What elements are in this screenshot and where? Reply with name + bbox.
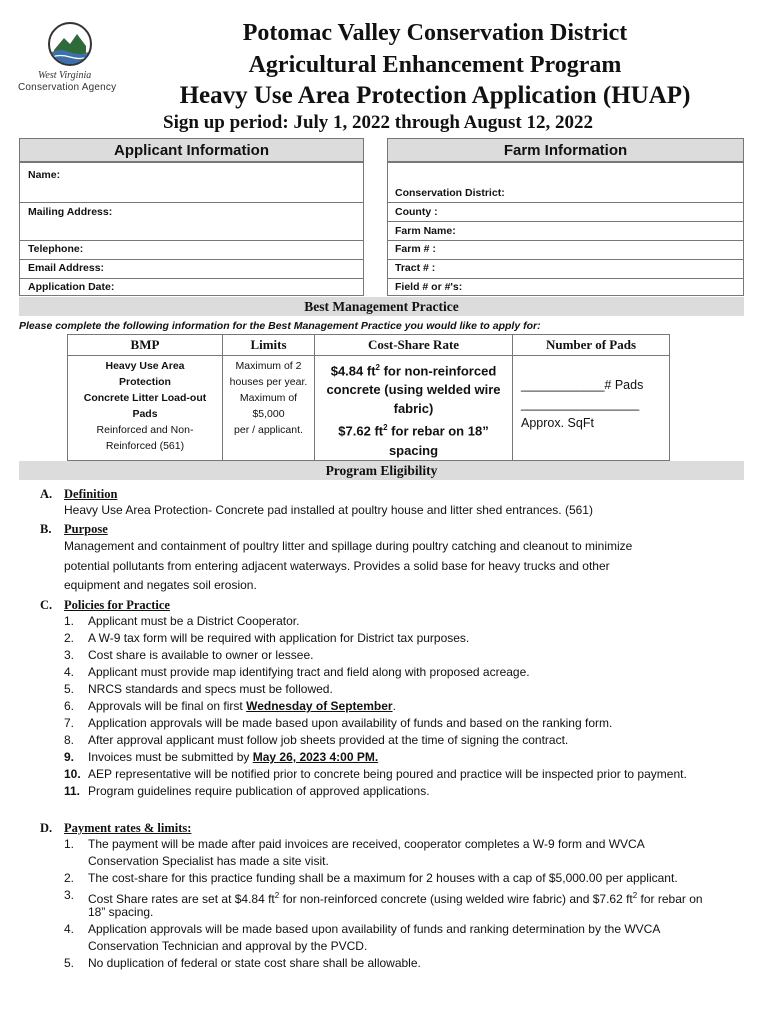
farm-info-heading: Farm Information [387,138,744,162]
definition-text: Heavy Use Area Protection- Concrete pad installed at poultry house and litter shed entrances. (561) [64,503,593,517]
field-number-field[interactable] [475,279,740,295]
email-label: Email Address: [28,262,105,274]
signup-period: Sign up period: July 1, 2022 through August 12, 2022 [163,112,593,133]
application-date-field[interactable] [135,279,360,295]
conservation-district-label: Conservation District: [395,187,505,199]
purpose-text-line: Management and containment of poultry litter and spillage during poultry catching and cleanout to minimize [64,539,633,553]
applicant-info-heading: Applicant Information [19,138,364,162]
divider [387,202,744,203]
pads-field[interactable]: ____________# Pads [521,378,644,392]
rate-line: $7.62 $ft^2$ for rebar on 18” [338,423,489,439]
farm-name-field[interactable] [465,223,740,240]
county-label: County : [395,206,438,218]
county-field[interactable] [445,204,740,221]
rate-cell [315,356,513,461]
purpose-text-line: potential pollutants from entering adjacent waterways. Provides a solid base for heavy trucks and other [64,559,610,573]
name-field[interactable] [80,164,360,202]
conservation-district-field[interactable] [518,164,740,202]
bmp-type-line: Reinforced and Non- [96,424,194,436]
telephone-field[interactable] [100,241,360,259]
col-header-limits: Limits [223,335,315,356]
tract-field[interactable] [445,260,740,278]
name-label: Name: [28,169,61,181]
bmp-instruction: Please complete the following information for the Best Management Practice you would like to apply for: [19,320,541,332]
mailing-address-field[interactable] [130,204,360,240]
rate-line: concrete (using welded wire [326,382,501,398]
section-d-heading: D. Payment rates & limits: [40,821,192,835]
bmp-type-line: Reinforced (561) [105,440,185,452]
farm-number-label: Farm # : [395,243,436,255]
divider [387,221,744,222]
purpose-text-line: equipment and negates soil erosion. [64,578,257,592]
field-number-label: Field # or #'s: [395,281,463,293]
application-date-label: Application Date: [28,281,115,293]
bmp-name-line: Protection [119,376,171,388]
limits-line: Maximum of $5,000 [239,392,298,420]
email-field[interactable] [118,260,360,278]
title-application: Heavy Use Area Protection Application (HUAP) [179,82,691,109]
mailing-address-label: Mailing Address: [28,206,113,218]
eligibility-section-bar: Program Eligibility [19,461,744,480]
agency-logo [18,22,128,98]
telephone-label: Telephone: [28,243,84,255]
section-b-heading: B. Purpose [40,522,108,536]
divider [19,202,364,203]
limits-line: Maximum of 2 [235,360,302,372]
logo-state-text: West Virginia [38,70,92,81]
logo-agency-text: Conservation Agency [18,82,117,93]
bmp-section-bar: Best Management Practice [19,297,744,316]
rate-line: fabric) [393,401,434,417]
limits-cell [223,356,315,461]
rate-line: spacing [388,442,439,458]
bmp-name-line: Pads [132,408,158,420]
pads-cell [513,356,670,461]
limits-line: per / applicant. [234,424,303,436]
section-a-heading: A. Definition [40,487,118,501]
sqft-label: Approx. SqFt [521,416,594,430]
title-program: Agricultural Enhancement Program [248,52,622,78]
bmp-name-line: Heavy Use Area [105,360,185,372]
section-c-heading: C. Policies for Practice [40,598,170,612]
limits-line: houses per year. [229,376,308,388]
bmp-cell [68,356,223,461]
farm-name-label: Farm Name: [395,225,456,237]
col-header-bmp: BMP [68,335,223,356]
col-header-rate: Cost-Share Rate [315,335,513,356]
bmp-name-line: Concrete Litter Load-out [83,392,207,404]
sqft-field[interactable]: _________________ [521,397,640,411]
tract-label: Tract # : [395,262,436,274]
farm-number-field[interactable] [445,241,740,259]
title-district: Potomac Valley Conservation District [242,20,628,46]
col-header-pads: Number of Pads [513,335,670,356]
logo-emblem [48,22,92,66]
rate-line: $4.84 $ft^2$ for non-reinforced [330,363,497,379]
bmp-table [67,334,670,461]
